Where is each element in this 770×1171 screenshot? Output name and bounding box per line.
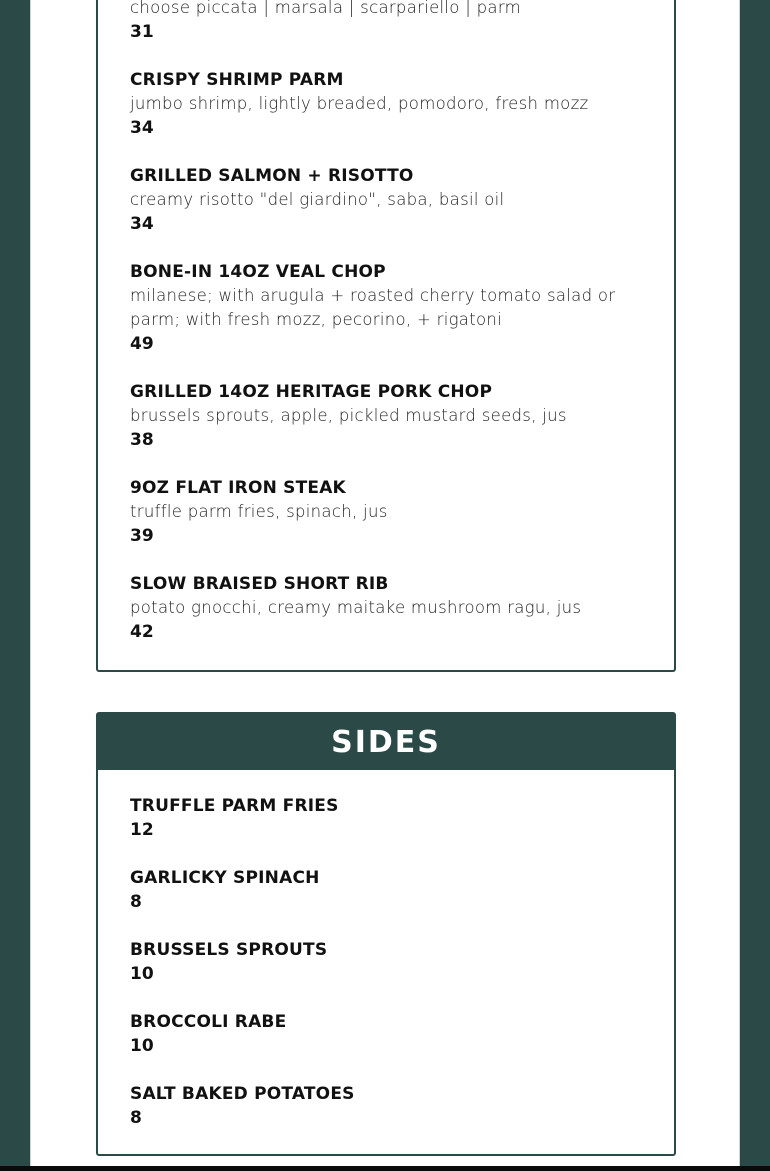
menu-item-price: 49 xyxy=(130,334,154,354)
menu-item-price: 39 xyxy=(130,526,154,546)
menu-item-description: milanese; with arugula + roasted cherry tomato salad or xyxy=(130,286,616,305)
menu-item-price: 10 xyxy=(130,1036,154,1056)
section-title: SIDES xyxy=(98,714,674,770)
menu-item-name: BONE-IN 14OZ VEAL CHOP xyxy=(130,262,386,282)
menu-item-description: brussels sprouts, apple, pickled mustard seeds, jus xyxy=(130,406,567,425)
menu-item-price: 34 xyxy=(130,214,154,234)
menu-item-name: 9OZ FLAT IRON STEAK xyxy=(130,478,346,498)
menu-item-price: 38 xyxy=(130,430,154,450)
menu-item-description: choose piccata | marsala | scarpariello | parm xyxy=(130,0,522,17)
menu-item-name: TRUFFLE PARM FRIES xyxy=(130,796,339,816)
menu-item-price: 12 xyxy=(130,820,154,840)
menu-item-description-line2: parm; with fresh mozz, pecorino, + rigatoni xyxy=(130,310,503,329)
menu-item-partial xyxy=(130,0,654,44)
menu-item-name: SALT BAKED POTATOES xyxy=(130,1084,355,1104)
mains-section xyxy=(96,0,676,672)
side-item-brussels-sprouts xyxy=(130,938,654,986)
menu-item-name: BRUSSELS SPROUTS xyxy=(130,940,328,960)
menu-item-veal-chop xyxy=(130,260,654,356)
menu-item-name: GRILLED 14OZ HERITAGE PORK CHOP xyxy=(130,382,493,402)
menu-item-description: jumbo shrimp, lightly breaded, pomodoro, fresh mozz xyxy=(130,94,589,113)
menu-item-name: BROCCOLI RABE xyxy=(130,1012,287,1032)
bottom-edge-bar xyxy=(0,1166,770,1171)
side-item-garlicky-spinach xyxy=(130,866,654,914)
side-item-salt-baked-potatoes xyxy=(130,1082,654,1130)
menu-item-name: CRISPY SHRIMP PARM xyxy=(130,70,344,90)
menu-item-price: 42 xyxy=(130,622,154,642)
menu-item-price: 8 xyxy=(130,1108,142,1128)
menu-item-name: GRILLED SALMON + RISOTTO xyxy=(130,166,414,186)
menu-item-crispy-shrimp-parm xyxy=(130,68,654,140)
menu-item-description: truffle parm fries, spinach, jus xyxy=(130,502,388,521)
menu-item-name: GARLICKY SPINACH xyxy=(130,868,320,888)
menu-item-short-rib xyxy=(130,572,654,644)
menu-item-name: SLOW BRAISED SHORT RIB xyxy=(130,574,389,594)
side-item-truffle-fries xyxy=(130,794,654,842)
menu-item-grilled-salmon xyxy=(130,164,654,236)
side-item-broccoli-rabe xyxy=(130,1010,654,1058)
menu-item-price: 31 xyxy=(130,22,154,42)
menu-item-price: 8 xyxy=(130,892,142,912)
menu-item-pork-chop xyxy=(130,380,654,452)
menu-item-price: 10 xyxy=(130,964,154,984)
menu-item-flat-iron-steak xyxy=(130,476,654,548)
menu-item-description: creamy risotto "del giardino", saba, basil oil xyxy=(130,190,505,209)
menu-item-description: potato gnocchi, creamy maitake mushroom ragu, jus xyxy=(130,598,582,617)
sides-section xyxy=(96,712,676,1156)
menu-item-price: 34 xyxy=(130,118,154,138)
menu-page xyxy=(30,0,740,1166)
